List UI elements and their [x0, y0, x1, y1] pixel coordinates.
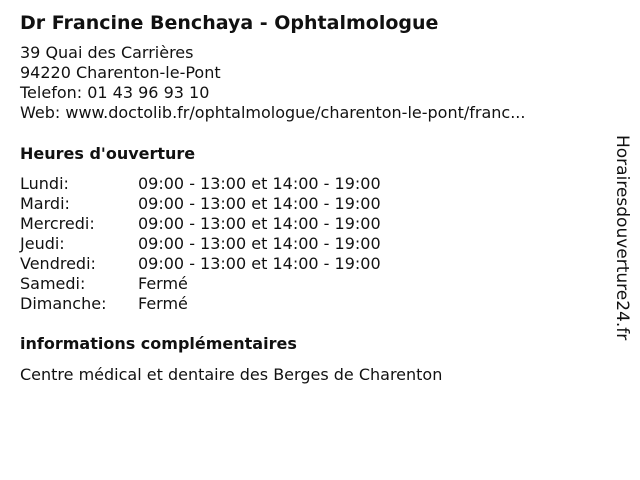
- hours-row-lundi: [20, 174, 600, 194]
- hours-row-jeudi: [20, 234, 600, 254]
- page-title: Dr Francine Benchaya - Ophtalmologue: [20, 12, 439, 34]
- day-label: Lundi:: [20, 174, 69, 193]
- day-label: Mercredi:: [20, 214, 95, 233]
- business-card: [20, 10, 600, 385]
- hours-row-mardi: [20, 194, 600, 214]
- time-value: 09:00 - 13:00 et 14:00 - 19:00: [138, 174, 381, 193]
- day-label: Samedi:: [20, 274, 86, 293]
- time-value: Fermé: [138, 274, 188, 293]
- opening-hours-table: [20, 174, 600, 314]
- hours-row-mercredi: [20, 214, 600, 234]
- additional-info-heading: informations complémentaires: [20, 334, 297, 353]
- time-value: 09:00 - 13:00 et 14:00 - 19:00: [138, 254, 381, 273]
- day-label: Vendredi:: [20, 254, 96, 273]
- hours-row-dimanche: [20, 294, 600, 314]
- additional-info-text: Centre médical et dentaire des Berges de Charenton: [20, 365, 443, 384]
- opening-hours-heading: Heures d'ouverture: [20, 144, 196, 163]
- time-value: 09:00 - 13:00 et 14:00 - 19:00: [138, 214, 381, 233]
- time-value: Fermé: [138, 294, 188, 313]
- street-address: 39 Quai des Carrières: [20, 43, 194, 62]
- hours-row-vendredi: [20, 254, 600, 274]
- day-label: Dimanche:: [20, 294, 107, 313]
- hours-row-samedi: [20, 274, 600, 294]
- city-address: 94220 Charenton-le-Pont: [20, 63, 221, 82]
- day-label: Jeudi:: [20, 234, 65, 253]
- website-link[interactable]: Web: www.doctolib.fr/ophtalmologue/charenton-le-pont/franc...: [20, 103, 526, 122]
- time-value: 09:00 - 13:00 et 14:00 - 19:00: [138, 194, 381, 213]
- day-label: Mardi:: [20, 194, 70, 213]
- side-brand-watermark: Horairesdouverture24.fr: [612, 135, 632, 341]
- address-block: [20, 43, 600, 123]
- phone-number: Telefon: 01 43 96 93 10: [20, 83, 210, 102]
- time-value: 09:00 - 13:00 et 14:00 - 19:00: [138, 234, 381, 253]
